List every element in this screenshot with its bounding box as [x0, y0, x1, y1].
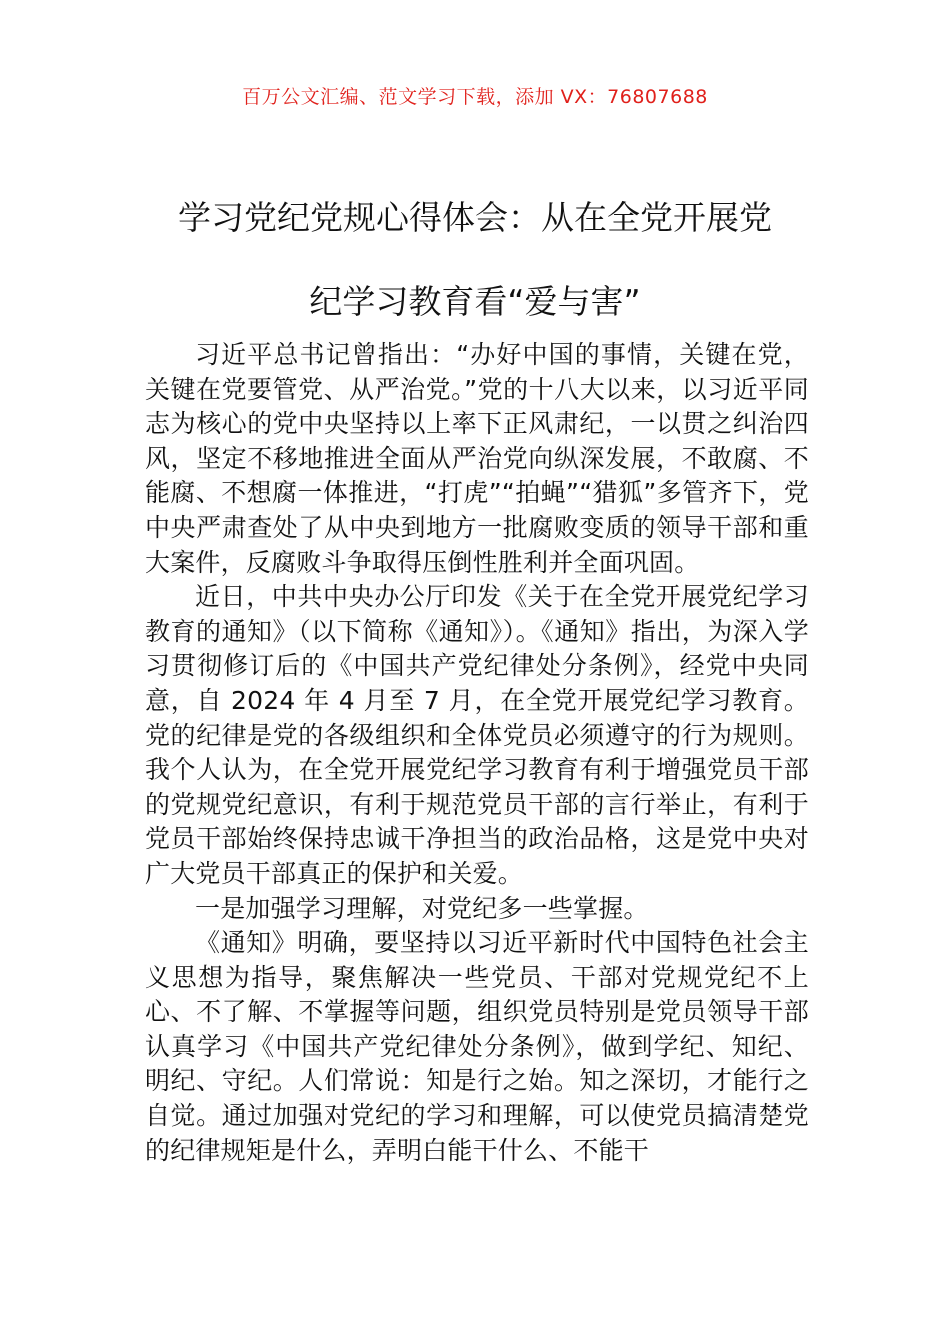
title-line-2: 纪学习教育看“爱与害” — [309, 282, 641, 321]
paragraph-intro: 习近平总书记曾指出：“办好中国的事情，关键在党，关键在党要管党、从严治党。”党的十八大以来，以习近平同志为核心的党中央坚持以上率下正风肃纪，一以贯之纠治四风，坚定不移地推进全面从严治党向纵深发展，不敢腐、不能腐、不想腐一体推进，“打虎”“拍蝇”“猎狐”多管齐下，党中央严肃查处了从中央到地方一批腐败变质的领导干部和重大案件，反腐败斗争取得压倒性胜利并全面巩固。 — [145, 340, 809, 577]
title-line-1: 学习党纪党规心得体会：从在全党开展党 — [178, 198, 772, 237]
document-title — [120, 176, 830, 344]
paragraph-notice: 近日，中共中央办公厅印发《关于在全党开展党纪学习教育的通知》（以下简称《通知》）。《通知》指出，为深入学习贯彻修订后的《中国共产党纪律处分条例》，经党中央同意，自 2024 年 4 月至 7 月，在全党开展党纪学习教育。党的纪律是党的各级组织和全体党员必须遵守的行为规则。我个人认为，在全党开展党纪学习教育有利于增强党员干部的党规党纪意识，有利于规范党员干部的言行举止，有利于党员干部始终保持忠诚干净担当的政治品格，这是党中央对广大党员干部真正的保护和关爱。 — [145, 582, 809, 888]
watermark-banner: 百万公文汇编、范文学习下载，添加 VX：76807688 — [242, 86, 708, 108]
paragraph-section-1: 《通知》明确，要坚持以习近平新时代中国特色社会主义思想为指导，聚焦解决一些党员、干部对党规党纪不上心、不了解、不掌握等问题，组织党员特别是党员领导干部认真学习《中国共产党纪律处分条例》，做到学纪、知纪、明纪、守纪。人们常说：知是行之始。知之深切，才能行之自觉。通过加强对党纪的学习和理解，可以使党员搞清楚党的纪律规矩是什么，弄明白能干什么、不能干 — [145, 928, 809, 1165]
document-body — [145, 338, 809, 1168]
section-heading-1: 一是加强学习理解，对党纪多一些掌握。 — [195, 893, 649, 923]
